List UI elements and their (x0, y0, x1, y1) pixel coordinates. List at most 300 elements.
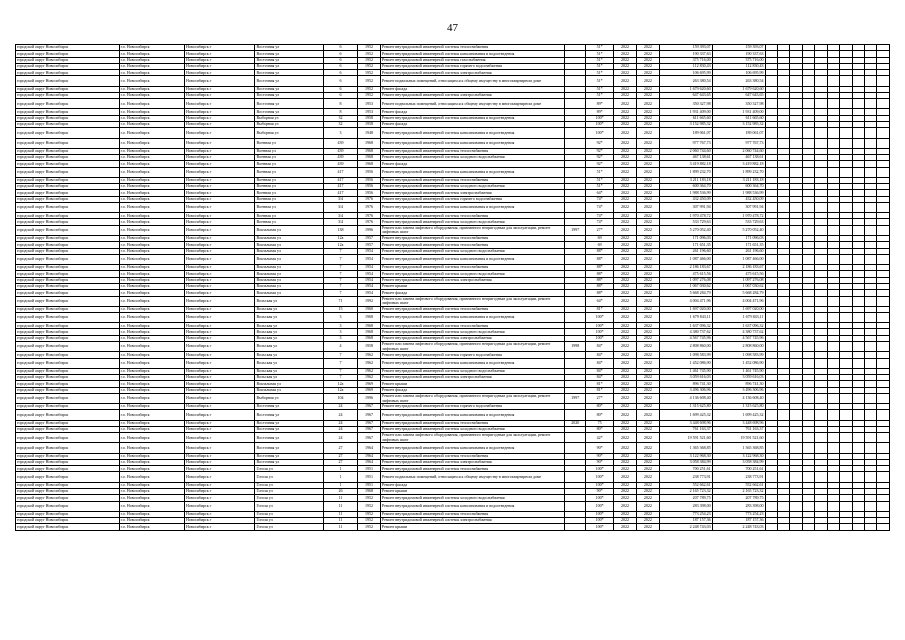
cost-cell: 263 380,54 (659, 76, 712, 86)
plan-year-start-cell: 2022 (614, 426, 637, 432)
empty-cell (827, 472, 839, 482)
plan-year-end-cell: 2022 (636, 443, 659, 453)
wear-percent-cell: 100* (586, 323, 614, 329)
house-number-cell: 6 (323, 76, 357, 86)
street-cell: Вольская ул (255, 335, 323, 341)
build-year-cell: 1954 (358, 248, 381, 254)
plan-year-start-cell: 2022 (614, 70, 637, 76)
plan-year-start-cell: 2022 (614, 368, 637, 374)
table-row (16, 433, 890, 443)
cost-cell: 611 665,60 (659, 115, 712, 121)
empty-cell (777, 433, 789, 443)
last-repair-year-cell: 1997 (565, 393, 586, 403)
wear-percent-cell: 80* (586, 404, 614, 410)
settlement-cell: Новосибирск г (184, 76, 255, 86)
city-district-cell: г.о. Новосибирск (119, 161, 184, 167)
work-type-cell: Ремонт или замена лифтового оборудования, признанного непригодным для эксплуатации, ремонт лифтовых шахт (380, 225, 565, 235)
city-district-cell: г.о. Новосибирск (119, 472, 184, 482)
cost-cell: 977 767,73 (659, 138, 712, 148)
wear-percent-cell: 92* (586, 138, 614, 148)
table-row (16, 495, 890, 501)
total-cost-cell: 238 773,91 (712, 472, 765, 482)
table-row (16, 342, 890, 352)
last-repair-year-cell (565, 76, 586, 86)
city-district-cell: г.о. Новосибирск (119, 45, 184, 51)
table-row (16, 518, 890, 524)
build-year-cell: 1967 (358, 404, 381, 410)
municipality-cell: городской округ Новосибирск (16, 184, 120, 190)
build-year-cell: 1952 (358, 45, 381, 51)
settlement-cell: Новосибирск г (184, 277, 255, 283)
wear-percent-cell: 90* (586, 443, 614, 453)
plan-year-start-cell: 2022 (614, 213, 637, 219)
cost-cell: 4 136 608,40 (659, 393, 712, 403)
empty-cell (765, 443, 777, 453)
table-row (16, 190, 890, 196)
build-year-cell: 1952 (358, 86, 381, 92)
table-row (16, 225, 890, 235)
house-number-cell: 3 (323, 323, 357, 329)
cost-cell: 3 122 968,30 (659, 453, 712, 459)
plan-year-end-cell: 2022 (636, 99, 659, 109)
cost-cell: 3 448 698,96 (659, 420, 712, 426)
plan-year-start-cell: 2022 (614, 296, 637, 306)
work-type-cell: Ремонт или замена лифтового оборудования, признанного непригодным для эксплуатации, ремонт лифтовых шахт (380, 342, 565, 352)
total-cost-cell: 611 665,60 (712, 115, 765, 121)
empty-cell (877, 524, 890, 530)
settlement-cell: Новосибирск г (184, 352, 255, 358)
cost-cell: 2 248 743,03 (659, 524, 712, 530)
work-type-cell: Ремонт внутридомовой инженерной системы горячего водоснабжения (380, 404, 565, 410)
plan-year-end-cell: 2022 (636, 190, 659, 196)
city-district-cell: г.о. Новосибирск (119, 99, 184, 109)
house-number-cell: 8 (323, 109, 357, 115)
empty-cell (815, 443, 827, 453)
cost-cell: 3 152 985,32 (659, 122, 712, 128)
empty-cell (865, 501, 877, 511)
empty-cell (840, 501, 852, 511)
empty-cell (852, 167, 864, 177)
house-number-cell: 1 (323, 472, 357, 482)
work-type-cell: Ремонт внутридомовой инженерной системы горячего водоснабжения (380, 63, 565, 69)
plan-year-end-cell: 2022 (636, 283, 659, 289)
municipality-cell: городской округ Новосибирск (16, 57, 120, 63)
street-cell: Восточная ул (255, 433, 323, 443)
street-cell: Восточная ул (255, 76, 323, 86)
plan-year-start-cell: 2022 (614, 501, 637, 511)
table-row (16, 254, 890, 264)
wear-percent-cell: 51* (586, 63, 614, 69)
table-row (16, 242, 890, 248)
wear-percent-cell: 84* (586, 342, 614, 352)
table-row (16, 511, 890, 517)
build-year-cell: 1952 (358, 57, 381, 63)
street-cell: Восточная ул (255, 459, 323, 465)
municipality-cell: городской округ Новосибирск (16, 387, 120, 393)
build-year-cell: 1958 (358, 122, 381, 128)
empty-cell (827, 410, 839, 420)
plan-year-start-cell: 2022 (614, 335, 637, 341)
work-type-cell: Ремонт внутридомовой инженерной системы электроснабжения (380, 190, 565, 196)
empty-cell (802, 358, 814, 368)
total-cost-cell: 4 004 471,96 (712, 296, 765, 306)
settlement-cell: Новосибирск г (184, 254, 255, 264)
plan-year-end-cell: 2022 (636, 213, 659, 219)
city-district-cell: г.о. Новосибирск (119, 501, 184, 511)
build-year-cell: 1953 (358, 109, 381, 115)
cost-cell: 19 591 521,60 (659, 433, 712, 443)
wear-percent-cell: 51* (586, 177, 614, 183)
build-year-cell: 1964 (358, 443, 381, 453)
street-cell: Выборная ул (255, 122, 323, 128)
municipality-cell: городской округ Новосибирск (16, 410, 120, 420)
wear-percent-cell: 51* (586, 57, 614, 63)
table-row (16, 265, 890, 271)
total-cost-cell: 896 741,30 (712, 381, 765, 387)
empty-cell (827, 225, 839, 235)
plan-year-end-cell: 2022 (636, 184, 659, 190)
plan-year-end-cell: 2022 (636, 472, 659, 482)
settlement-cell: Новосибирск г (184, 92, 255, 98)
plan-year-end-cell: 2022 (636, 196, 659, 202)
street-cell: Гоголя ул (255, 501, 323, 511)
settlement-cell: Новосибирск г (184, 148, 255, 154)
plan-year-end-cell: 2022 (636, 70, 659, 76)
empty-cell (777, 501, 789, 511)
total-cost-cell: 2 248 743,03 (712, 524, 765, 530)
municipality-cell: городской округ Новосибирск (16, 329, 120, 335)
plan-year-end-cell: 2022 (636, 488, 659, 494)
house-number-cell: 32 (323, 122, 357, 128)
plan-year-start-cell: 2022 (614, 375, 637, 381)
table-row (16, 501, 890, 511)
settlement-cell: Новосибирск г (184, 63, 255, 69)
total-cost-cell: 1 097 276,08 (712, 277, 765, 283)
municipality-cell: городской округ Новосибирск (16, 225, 120, 235)
city-district-cell: г.о. Новосибирск (119, 184, 184, 190)
plan-year-start-cell: 2022 (614, 283, 637, 289)
house-number-cell: 32 (323, 115, 357, 121)
table-row (16, 57, 890, 63)
wear-percent-cell: 100* (586, 482, 614, 488)
total-cost-cell: 1 461 745,90 (712, 368, 765, 374)
table-row (16, 443, 890, 453)
city-district-cell: г.о. Новосибирск (119, 148, 184, 154)
street-cell: Вокзальная ул (255, 242, 323, 248)
build-year-cell: 1962 (358, 352, 381, 358)
wear-percent-cell: 27* (586, 225, 614, 235)
total-cost-cell: 207 789,75 (712, 495, 765, 501)
plan-year-start-cell: 2022 (614, 219, 637, 225)
city-district-cell: г.о. Новосибирск (119, 453, 184, 459)
empty-cell (877, 472, 890, 482)
plan-year-start-cell: 2022 (614, 323, 637, 329)
plan-year-start-cell: 2022 (614, 495, 637, 501)
build-year-cell: 1976 (358, 202, 381, 212)
house-number-cell: 27 (323, 443, 357, 453)
empty-cell (765, 202, 777, 212)
municipality-cell: городской округ Новосибирск (16, 161, 120, 167)
table-row (16, 167, 890, 177)
cost-cell: 475 615,56 (659, 271, 712, 277)
empty-cell (765, 313, 777, 323)
page-number: 47 (447, 22, 458, 34)
settlement-cell: Новосибирск г (184, 387, 255, 393)
empty-cell (840, 313, 852, 323)
municipality-cell: городской округ Новосибирск (16, 433, 120, 443)
total-cost-cell: 2 060 744,60 (712, 148, 765, 154)
municipality-cell: городской округ Новосибирск (16, 148, 120, 154)
build-year-cell: 1952 (358, 51, 381, 57)
build-year-cell: 1962 (358, 368, 381, 374)
wear-percent-cell: 90* (586, 488, 614, 494)
work-type-cell: Ремонт подвальных помещений, относящихся к общему имуществу в многоквартирном доме (380, 76, 565, 86)
wear-percent-cell: 100* (586, 466, 614, 472)
municipality-cell: городской округ Новосибирск (16, 277, 120, 283)
house-number-cell: 6 (323, 45, 357, 51)
cost-cell: 187 157,36 (659, 518, 712, 524)
last-repair-year-cell: 2020 (565, 420, 586, 426)
wear-percent-cell: 100* (586, 128, 614, 138)
empty-cell (802, 443, 814, 453)
empty-cell (790, 128, 802, 138)
cost-cell: 171 651,35 (659, 242, 712, 248)
empty-cell (865, 167, 877, 177)
table-row (16, 313, 890, 323)
wear-percent-cell: 88* (586, 290, 614, 296)
plan-year-end-cell: 2022 (636, 524, 659, 530)
city-district-cell: г.о. Новосибирск (119, 433, 184, 443)
cost-cell: 106 695,99 (659, 70, 712, 76)
work-type-cell: Ремонт внутридомовой инженерной системы холодного водоснабжения (380, 271, 565, 277)
street-cell: Восточная ул (255, 420, 323, 426)
empty-cell (877, 393, 890, 403)
empty-cell (815, 76, 827, 86)
street-cell: Выборная ул (255, 128, 323, 138)
last-repair-year-cell (565, 296, 586, 306)
street-cell: Гоголя ул (255, 524, 323, 530)
work-type-cell: Ремонт внутридомовой инженерной системы теплоснабжения (380, 511, 565, 517)
build-year-cell: 1951 (358, 482, 381, 488)
cost-cell: 350 327,98 (659, 99, 712, 109)
work-type-cell: Ремонт внутридомовой инженерной системы холодного водоснабжения (380, 495, 565, 501)
empty-cell (790, 254, 802, 264)
table-row (16, 248, 890, 254)
municipality-cell: городской округ Новосибирск (16, 122, 120, 128)
municipality-cell: городской округ Новосибирск (16, 306, 120, 312)
empty-cell (790, 202, 802, 212)
empty-cell (777, 296, 789, 306)
house-number-cell: 8 (323, 99, 357, 109)
settlement-cell: Новосибирск г (184, 482, 255, 488)
street-cell: Восточная ул (255, 443, 323, 453)
house-number-cell: 11 (323, 511, 357, 517)
build-year-cell: 1968 (358, 161, 381, 167)
plan-year-end-cell: 2022 (636, 167, 659, 177)
total-cost-cell: 187 157,36 (712, 518, 765, 524)
plan-year-end-cell: 2022 (636, 177, 659, 183)
settlement-cell: Новосибирск г (184, 495, 255, 501)
plan-year-start-cell: 2022 (614, 63, 637, 69)
work-type-cell: Ремонт внутридомовой инженерной системы электроснабжения (380, 277, 565, 283)
total-cost-cell: 1 067 030,62 (712, 283, 765, 289)
street-cell: Восточная ул (255, 410, 323, 420)
total-cost-cell: 1 087 466,00 (712, 254, 765, 264)
plan-year-start-cell: 2022 (614, 184, 637, 190)
street-cell: Восточная ул (255, 404, 323, 410)
plan-year-end-cell: 2022 (636, 161, 659, 167)
street-cell: Военная ул (255, 138, 323, 148)
empty-cell (765, 167, 777, 177)
plan-year-start-cell: 2022 (614, 352, 637, 358)
street-cell: Вольская ул (255, 296, 323, 306)
plan-year-end-cell: 2022 (636, 265, 659, 271)
build-year-cell: 1976 (358, 213, 381, 219)
empty-cell (877, 167, 890, 177)
plan-year-end-cell: 2022 (636, 219, 659, 225)
house-number-cell: 7 (323, 375, 357, 381)
empty-cell (865, 433, 877, 443)
plan-year-start-cell: 2022 (614, 115, 637, 121)
empty-cell (827, 501, 839, 511)
total-cost-cell: 1 697 020,00 (712, 306, 765, 312)
settlement-cell: Новосибирск г (184, 306, 255, 312)
wear-percent-cell: 100* (586, 524, 614, 530)
plan-year-end-cell: 2022 (636, 381, 659, 387)
build-year-cell: 1952 (358, 70, 381, 76)
total-cost-cell: 3 059 616,03 (712, 375, 765, 381)
table-row (16, 202, 890, 212)
empty-cell (877, 138, 890, 148)
empty-cell (815, 410, 827, 420)
street-cell: Восточная ул (255, 99, 323, 109)
street-cell: Восточная ул (255, 92, 323, 98)
street-cell: Вокзальная ул (255, 265, 323, 271)
work-type-cell: Ремонт внутридомовой инженерной системы холодного водоснабжения (380, 329, 565, 335)
build-year-cell: 1996 (358, 225, 381, 235)
work-type-cell: Ремонт внутридомовой инженерной системы теплоснабжения (380, 323, 565, 329)
build-year-cell: 1958 (358, 115, 381, 121)
plan-year-start-cell: 2022 (614, 410, 637, 420)
empty-cell (790, 524, 802, 530)
municipality-cell: городской округ Новосибирск (16, 235, 120, 241)
house-number-cell: 7 (323, 248, 357, 254)
wear-percent-cell: 74* (586, 196, 614, 202)
house-number-cell: 71 (323, 296, 357, 306)
plan-year-end-cell: 2022 (636, 235, 659, 241)
plan-year-start-cell: 2022 (614, 443, 637, 453)
empty-cell (840, 296, 852, 306)
street-cell: Восточная ул (255, 57, 323, 63)
table-row (16, 323, 890, 329)
empty-cell (790, 358, 802, 368)
plan-year-start-cell: 2022 (614, 482, 637, 488)
municipality-cell: городской округ Новосибирск (16, 51, 120, 57)
settlement-cell: Новосибирск г (184, 138, 255, 148)
municipality-cell: городской округ Новосибирск (16, 86, 120, 92)
empty-cell (777, 225, 789, 235)
street-cell: Военная ул (255, 202, 323, 212)
build-year-cell: 1957 (358, 235, 381, 241)
plan-year-start-cell: 2022 (614, 148, 637, 154)
wear-percent-cell: 88* (586, 271, 614, 277)
plan-year-end-cell: 2022 (636, 202, 659, 212)
empty-cell (815, 202, 827, 212)
last-repair-year-cell (565, 128, 586, 138)
plan-year-end-cell: 2022 (636, 115, 659, 121)
house-number-cell: 27 (323, 453, 357, 459)
street-cell: Военная ул (255, 190, 323, 196)
table-row (16, 92, 890, 98)
wear-percent-cell: 64* (586, 190, 614, 196)
work-type-cell: Ремонт внутридомовой инженерной системы газоснабжения (380, 57, 565, 63)
municipality-cell: городской округ Новосибирск (16, 45, 120, 51)
work-type-cell: Ремонт внутридомовой инженерной системы электроснабжения (380, 518, 565, 524)
plan-year-start-cell: 2022 (614, 306, 637, 312)
cost-cell: 1 461 745,90 (659, 368, 712, 374)
last-repair-year-cell (565, 358, 586, 368)
municipality-cell: городской округ Новосибирск (16, 290, 120, 296)
plan-year-start-cell: 2022 (614, 177, 637, 183)
empty-cell (815, 358, 827, 368)
empty-cell (877, 76, 890, 86)
street-cell: Военная ул (255, 167, 323, 177)
work-type-cell: Ремонт внутридомовой инженерной системы холодного водоснабжения (380, 368, 565, 374)
empty-cell (777, 254, 789, 264)
empty-cell (802, 76, 814, 86)
build-year-cell: 1954 (358, 290, 381, 296)
total-cost-cell: 761 163,37 (712, 426, 765, 432)
municipality-cell: городской округ Новосибирск (16, 420, 120, 426)
wear-percent-cell: 64* (586, 296, 614, 306)
settlement-cell: Новосибирск г (184, 45, 255, 51)
empty-cell (765, 342, 777, 352)
plan-year-end-cell: 2022 (636, 313, 659, 323)
table-row (16, 404, 890, 410)
street-cell: Вольская ул (255, 352, 323, 358)
empty-cell (865, 128, 877, 138)
work-type-cell: Ремонт внутридомовой инженерной системы холодного водоснабжения (380, 155, 565, 161)
empty-cell (852, 393, 864, 403)
house-number-cell: 439 (323, 148, 357, 154)
city-district-cell: г.о. Новосибирск (119, 342, 184, 352)
city-district-cell: г.о. Новосибирск (119, 426, 184, 432)
empty-cell (852, 472, 864, 482)
build-year-cell: 1967 (358, 410, 381, 420)
municipality-cell: городской округ Новосибирск (16, 296, 120, 306)
street-cell: Вокзальная ул (255, 387, 323, 393)
total-cost-cell: 2 186 183,67 (712, 265, 765, 271)
plan-year-start-cell: 2022 (614, 459, 637, 465)
settlement-cell: Новосибирск г (184, 51, 255, 57)
empty-cell (852, 76, 864, 86)
cost-cell: 3 496 306,96 (659, 387, 712, 393)
municipality-cell: городской округ Новосибирск (16, 459, 120, 465)
build-year-cell: 1967 (358, 426, 381, 432)
empty-cell (877, 225, 890, 235)
municipality-cell: городской округ Новосибирск (16, 92, 120, 98)
total-cost-cell: 552 662,61 (712, 482, 765, 488)
table-row (16, 375, 890, 381)
street-cell: Вольская ул (255, 306, 323, 312)
empty-cell (815, 254, 827, 264)
settlement-cell: Новосибирск г (184, 313, 255, 323)
wear-percent-cell: 51* (586, 167, 614, 177)
empty-cell (827, 358, 839, 368)
empty-cell (852, 342, 864, 352)
city-district-cell: г.о. Новосибирск (119, 86, 184, 92)
plan-year-start-cell: 2022 (614, 254, 637, 264)
